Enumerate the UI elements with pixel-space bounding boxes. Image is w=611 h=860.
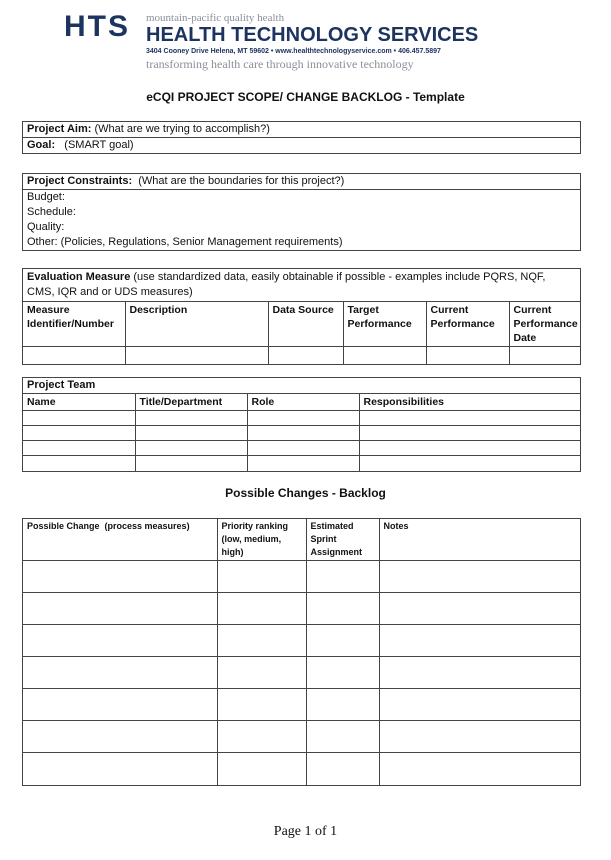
constraints-hint: (What are the boundaries for this project?) [132, 175, 345, 187]
col-title-department: Title/Department [135, 394, 247, 411]
table-cell[interactable] [379, 561, 580, 593]
company-logo [64, 12, 539, 74]
table-cell[interactable] [217, 721, 306, 753]
logo-text-block [146, 12, 539, 74]
col-priority-ranking: Priority ranking (low, medium, high) [217, 519, 306, 561]
page-number: Page 1 of 1 [273, 824, 338, 839]
backlog-title: Possible Changes - Backlog [225, 486, 386, 500]
goal-label: Goal: [27, 139, 56, 151]
table-cell[interactable] [23, 625, 217, 657]
table-row [23, 426, 580, 441]
table-cell[interactable] [379, 625, 580, 657]
table-cell[interactable] [306, 561, 379, 593]
goal-row[interactable] [23, 137, 580, 153]
col-estimated-sprint: Estimated Sprint Assignment [306, 519, 379, 561]
col-description: Description [125, 302, 268, 347]
table-cell[interactable] [23, 426, 135, 441]
table-row [23, 689, 580, 721]
table-cell[interactable] [306, 625, 379, 657]
evaluation-header-row [23, 302, 580, 347]
table-cell[interactable] [359, 441, 580, 456]
constraints-label: Project Constraints: [27, 175, 133, 187]
project-aim-section [22, 121, 581, 154]
table-cell[interactable] [379, 689, 580, 721]
table-cell[interactable] [217, 593, 306, 625]
evaluation-measure-section [22, 268, 581, 365]
table-cell[interactable] [217, 561, 306, 593]
table-cell[interactable] [343, 347, 426, 364]
table-cell[interactable] [135, 456, 247, 471]
table-cell[interactable] [135, 441, 247, 456]
col-possible-change: Possible Change (process measures) [23, 519, 217, 561]
table-row [23, 441, 580, 456]
col-current-performance: Current Performance [426, 302, 509, 347]
table-cell[interactable] [306, 657, 379, 689]
constraints-header [23, 174, 580, 189]
team-header-row [23, 394, 580, 411]
project-team-section [22, 377, 581, 472]
table-row [23, 721, 580, 753]
table-row [23, 593, 580, 625]
col-data-source: Data Source [268, 302, 343, 347]
table-cell[interactable] [509, 347, 580, 364]
table-cell[interactable] [268, 347, 343, 364]
table-cell[interactable] [23, 411, 135, 426]
table-cell[interactable] [217, 689, 306, 721]
table-cell[interactable] [217, 625, 306, 657]
table-cell[interactable] [125, 347, 268, 364]
project-team-table [23, 393, 580, 471]
table-cell[interactable] [23, 561, 217, 593]
logo-tagline-bottom: transforming health care through innovative technology [146, 57, 414, 71]
table-cell[interactable] [23, 753, 217, 785]
table-row [23, 753, 580, 785]
table-cell[interactable] [247, 441, 359, 456]
table-cell[interactable] [247, 426, 359, 441]
table-cell[interactable] [135, 426, 247, 441]
backlog-section [22, 518, 581, 786]
logo-letters: HTS [64, 10, 130, 43]
table-cell[interactable] [379, 657, 580, 689]
table-cell[interactable] [426, 347, 509, 364]
table-cell[interactable] [379, 721, 580, 753]
col-responsibilities: Responsibilities [359, 394, 580, 411]
project-aim-row[interactable] [23, 122, 580, 137]
col-current-performance-date: Current Performance Date [509, 302, 580, 347]
project-aim-hint: (What are we trying to accomplish?) [91, 123, 270, 135]
evaluation-table [23, 301, 580, 364]
table-cell[interactable] [23, 441, 135, 456]
evaluation-hint: (use standardized data, easily obtainable if possible - examples include PQRS, NQF, CMS, IQR and or UDS measures) [27, 271, 546, 298]
goal-hint: (SMART goal) [55, 139, 134, 151]
col-notes: Notes [383, 521, 409, 531]
table-cell[interactable] [217, 753, 306, 785]
table-cell[interactable] [23, 347, 125, 364]
backlog-header-row [23, 519, 580, 561]
project-team-label: Project Team [27, 379, 96, 391]
table-cell[interactable] [379, 753, 580, 785]
document-title: eCQI PROJECT SCOPE/ CHANGE BACKLOG - Template [146, 90, 465, 104]
table-cell[interactable] [359, 426, 580, 441]
table-cell[interactable] [379, 593, 580, 625]
table-cell[interactable] [135, 411, 247, 426]
table-cell[interactable] [23, 657, 217, 689]
constraint-other[interactable]: Other: (Policies, Regulations, Senior Management requirements) [27, 236, 343, 248]
table-row [23, 347, 580, 364]
constraint-schedule[interactable]: Schedule: [27, 206, 76, 218]
table-cell[interactable] [217, 657, 306, 689]
table-cell[interactable] [23, 721, 217, 753]
table-cell[interactable] [359, 456, 580, 471]
table-row [23, 561, 580, 593]
table-row [23, 625, 580, 657]
table-cell[interactable] [23, 689, 217, 721]
logo-tagline-top: mountain-pacific quality health [146, 12, 285, 24]
project-aim-label: Project Aim: [27, 123, 92, 135]
col-measure-identifier: Measure Identifier/Number [23, 302, 125, 347]
table-cell[interactable] [306, 721, 379, 753]
table-cell[interactable] [247, 456, 359, 471]
col-name: Name [23, 394, 135, 411]
table-cell[interactable] [23, 456, 135, 471]
col-target-performance: Target Performance [343, 302, 426, 347]
constraint-budget[interactable]: Budget: [27, 191, 65, 203]
backlog-table [23, 519, 580, 785]
table-row [23, 411, 580, 426]
logo-brand-name: HEALTH TECHNOLOGY SERVICES [146, 24, 479, 46]
evaluation-header [23, 269, 580, 301]
project-constraints-section [22, 173, 581, 251]
table-cell[interactable] [306, 689, 379, 721]
table-cell[interactable] [306, 593, 379, 625]
logo-address: 3404 Cooney Drive Helena, MT 59602 • www.healthtechnologyservice.com • 406.457.5897 [146, 48, 441, 55]
table-cell[interactable] [247, 411, 359, 426]
table-cell[interactable] [23, 593, 217, 625]
evaluation-label: Evaluation Measure [27, 271, 131, 283]
table-row [23, 657, 580, 689]
col-role: Role [247, 394, 359, 411]
table-row [23, 456, 580, 471]
table-cell[interactable] [306, 753, 379, 785]
table-cell[interactable] [359, 411, 580, 426]
constraint-quality[interactable]: Quality: [27, 221, 65, 233]
